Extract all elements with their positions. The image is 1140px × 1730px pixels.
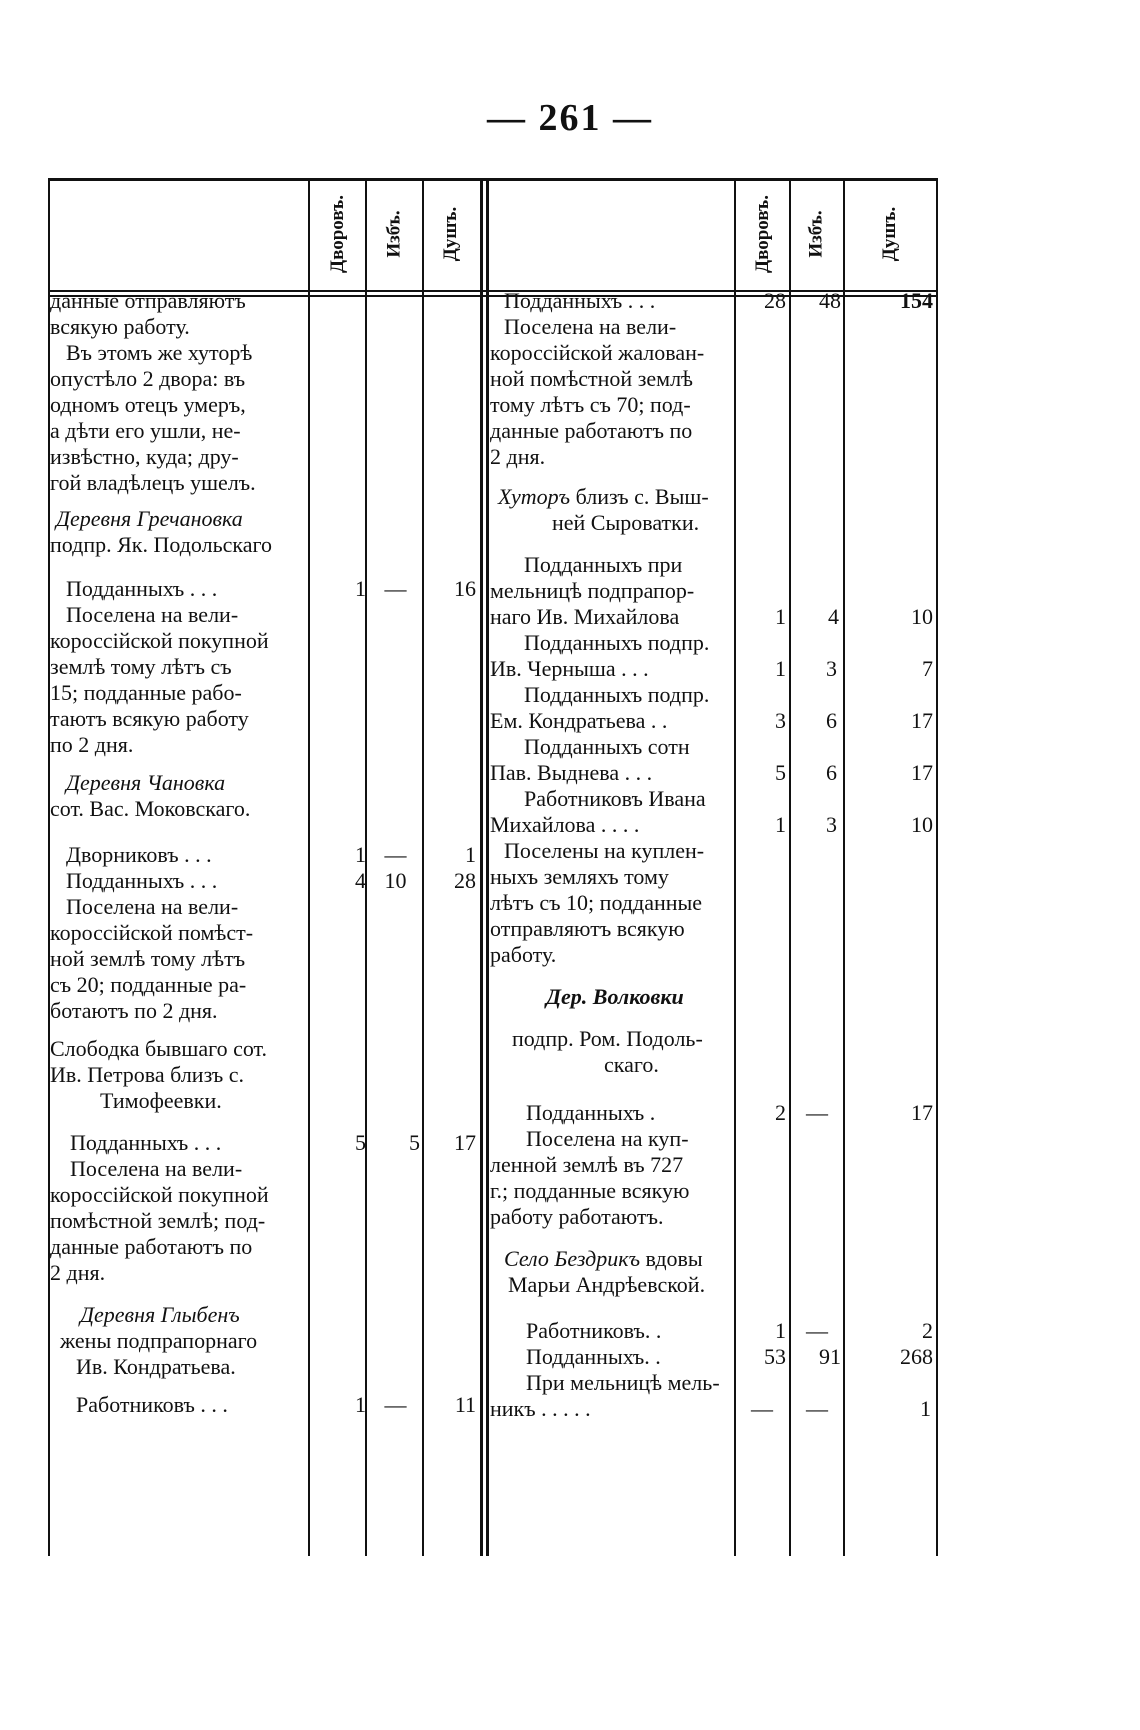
text-line: жены подпрапорнаго <box>60 1328 258 1353</box>
text-line: наго Ив. Михайлова <box>490 604 680 629</box>
cell-dush: 154 <box>900 288 933 313</box>
cell-dush: 2 <box>922 1318 933 1343</box>
header-dush-right: Душъ. <box>878 206 900 262</box>
cell-dvorov: 5 <box>355 1130 366 1155</box>
text-line: г.; подданные всякую <box>490 1178 690 1203</box>
text-line: Работниковъ . . . <box>76 1392 228 1417</box>
text-line: подпр. Ром. Подоль- <box>512 1026 703 1051</box>
text-line: всякую работу. <box>50 314 190 339</box>
text-line: Поселена на куп- <box>526 1126 689 1151</box>
place-heading: Деревня Глыбенъ <box>80 1302 240 1327</box>
place-heading: Деревня Гречановка <box>56 506 243 531</box>
place-heading: Деревня Чановка <box>66 770 226 795</box>
text-line: отправляютъ всякую <box>490 916 685 941</box>
place-heading: Хуторъ близъ с. Выш- <box>498 484 709 509</box>
right-border <box>936 178 938 1556</box>
cell-izb: 91 <box>819 1344 841 1369</box>
text-line: одномъ отецъ умеръ, <box>50 392 246 417</box>
text-line: Ив. Петрова близъ с. <box>50 1062 245 1087</box>
text-line: Въ этомъ же хуторѣ <box>66 340 253 365</box>
text-line: короссійской помѣст- <box>50 920 254 945</box>
text-line: Поселена на вели- <box>504 314 677 339</box>
page-number: — 261 — <box>487 97 653 139</box>
cell-dush: 1 <box>920 1396 931 1421</box>
cell-izb: — <box>384 576 407 601</box>
text-line: никъ . . . . . <box>490 1396 591 1421</box>
cell-dush: 268 <box>900 1344 933 1369</box>
text-line: Поселена на вели- <box>66 602 239 627</box>
header-dvorov-left: Дворовъ. <box>326 195 348 273</box>
cell-dvorov: — <box>751 1396 773 1421</box>
text-line: подпр. Як. Подольскаго <box>50 532 272 557</box>
text-line: Подданныхъ . . . <box>66 868 218 893</box>
text-line: Подданныхъ . . . <box>504 288 656 313</box>
text-line: Поселены на куплен- <box>504 838 705 863</box>
text-line: Работниковъ Ивана <box>524 786 706 811</box>
cell-izb: 3 <box>826 812 837 837</box>
text-line: помѣстной землѣ; под- <box>50 1208 266 1233</box>
cell-dvorov: 53 <box>764 1344 786 1369</box>
text-line: работу работаютъ. <box>490 1204 664 1229</box>
text-line: мельницѣ подпрапор- <box>490 578 695 603</box>
text-line: извѣстно, куда; дру- <box>50 444 239 469</box>
text-line: Подданныхъ . . . <box>70 1130 222 1155</box>
cell-dush: 17 <box>454 1130 476 1155</box>
cell-dvorov: 28 <box>764 288 786 313</box>
text-line: Работниковъ. . <box>526 1318 662 1343</box>
cell-izb: — <box>384 1392 407 1417</box>
cell-dvorov: 1 <box>775 604 786 629</box>
text-line: по 2 дня. <box>50 732 134 757</box>
rule-left-dvorov <box>308 178 310 1556</box>
cell-izb: 6 <box>826 708 837 733</box>
text-line: таютъ всякую работу <box>50 706 249 731</box>
text-line: Пав. Выднева . . . <box>490 760 653 785</box>
text-line: данные работаютъ по <box>50 1234 253 1259</box>
cell-dush: 16 <box>454 576 476 601</box>
cell-dush: 17 <box>911 760 933 785</box>
text-line: ной помѣстной землѣ <box>490 366 693 391</box>
cell-dvorov: 2 <box>775 1100 786 1125</box>
cell-izb: 6 <box>826 760 837 785</box>
text-line: тому лѣтъ съ 70; под- <box>490 392 691 417</box>
cell-dush: 11 <box>454 1392 476 1417</box>
cell-dvorov: 3 <box>775 708 786 733</box>
text-line: Дворниковъ . . . <box>66 842 212 867</box>
text-line: ныхъ земляхъ тому <box>490 864 669 889</box>
cell-dvorov: 1 <box>775 1318 786 1343</box>
text-line: 15; подданные рабо- <box>50 680 242 705</box>
header-dush-left: Душъ. <box>440 206 462 262</box>
text-line: Марьи Андрѣевской. <box>508 1272 706 1297</box>
cell-dush: 17 <box>911 708 933 733</box>
text-line: лѣтъ съ 10; подданные <box>490 890 703 915</box>
cell-dush: 10 <box>911 604 933 629</box>
cell-dvorov: 1 <box>355 576 366 601</box>
text-line: ленной землѣ въ 727 <box>490 1152 684 1177</box>
cell-dvorov: 1 <box>355 842 366 867</box>
text-line: данные отправляютъ <box>50 288 246 313</box>
text-line: Подданныхъ при <box>524 552 683 577</box>
cell-izb: 48 <box>819 288 841 313</box>
text-line: Подданныхъ . <box>526 1100 656 1125</box>
place-heading: Дер. Волковки <box>546 984 684 1009</box>
text-line: гой владѣлецъ ушелъ. <box>50 470 256 495</box>
text-line: Подданныхъ подпр. <box>524 630 710 655</box>
cell-izb: — <box>806 1396 828 1421</box>
text-line: Подданныхъ . . . <box>66 576 218 601</box>
cell-izb: 10 <box>384 868 407 893</box>
place-heading: Село Бездрикъ вдовы <box>504 1246 703 1271</box>
text-line: съ 20; подданные ра- <box>50 972 247 997</box>
text-line: короссійской жалован- <box>490 340 705 365</box>
cell-izb: — <box>806 1318 828 1343</box>
header-izb-left: Избъ. <box>383 210 405 258</box>
cell-izb: 3 <box>826 656 837 681</box>
cell-dush: 10 <box>911 812 933 837</box>
cell-dvorov: 4 <box>355 868 366 893</box>
text-line: Поселена на вели- <box>66 894 239 919</box>
cell-dush: 7 <box>922 656 933 681</box>
header-izb-right: Избъ. <box>806 210 827 258</box>
text-line: Ив. Кондратьева. <box>76 1354 236 1379</box>
text-line: ной землѣ тому лѣтъ <box>50 946 246 971</box>
text-line: ней Сыроватки. <box>552 510 700 535</box>
cell-dvorov: 1 <box>775 656 786 681</box>
text-line: При мельницѣ мель- <box>526 1370 720 1395</box>
cell-dush: 17 <box>911 1100 933 1125</box>
text-line: сот. Вас. Моковскаго. <box>50 796 251 821</box>
cell-dvorov: 5 <box>775 760 786 785</box>
cell-izb: 5 <box>409 1130 420 1155</box>
text-line: землѣ тому лѣтъ съ <box>50 654 232 679</box>
cell-dush: 1 <box>465 842 476 867</box>
text-line: Тимофеевки. <box>100 1088 222 1113</box>
text-line: Михайлова . . . . <box>490 812 640 837</box>
cell-izb: — <box>806 1100 828 1125</box>
header-dvorov-right: Дворовъ. <box>751 195 773 273</box>
text-line: Подданныхъ сотн <box>524 734 690 759</box>
cell-izb: 4 <box>828 604 839 629</box>
cell-dvorov: 1 <box>355 1392 366 1417</box>
text-line: Поселена на вели- <box>70 1156 243 1181</box>
text-line: работу. <box>490 942 557 967</box>
cell-dvorov: 1 <box>775 812 786 837</box>
text-line: ботаютъ по 2 дня. <box>50 998 218 1023</box>
table-top-rule <box>48 178 938 181</box>
text-line: Подданныхъ подпр. <box>524 682 710 707</box>
text-line: Ив. Черныша . . . <box>490 656 649 681</box>
cell-izb: — <box>384 842 407 867</box>
text-line: Подданныхъ. . <box>526 1344 661 1369</box>
text-line: короссійской покупной <box>50 1182 269 1207</box>
place-heading: Слободка бывшаго сот. <box>50 1036 268 1061</box>
text-line: данные работаютъ по <box>490 418 693 443</box>
center-double-rule <box>480 178 489 1556</box>
text-line: короссійской покупной <box>50 628 269 653</box>
text-line: Ем. Кондратьева . . <box>490 708 668 733</box>
text-line: скаго. <box>604 1052 659 1077</box>
text-line: а дѣти его ушли, не- <box>50 418 241 443</box>
text-line: 2 дня. <box>490 444 546 469</box>
text-line: опустѣло 2 двора: въ <box>50 366 246 391</box>
cell-dush: 28 <box>454 868 476 893</box>
text-line: 2 дня. <box>50 1260 106 1285</box>
